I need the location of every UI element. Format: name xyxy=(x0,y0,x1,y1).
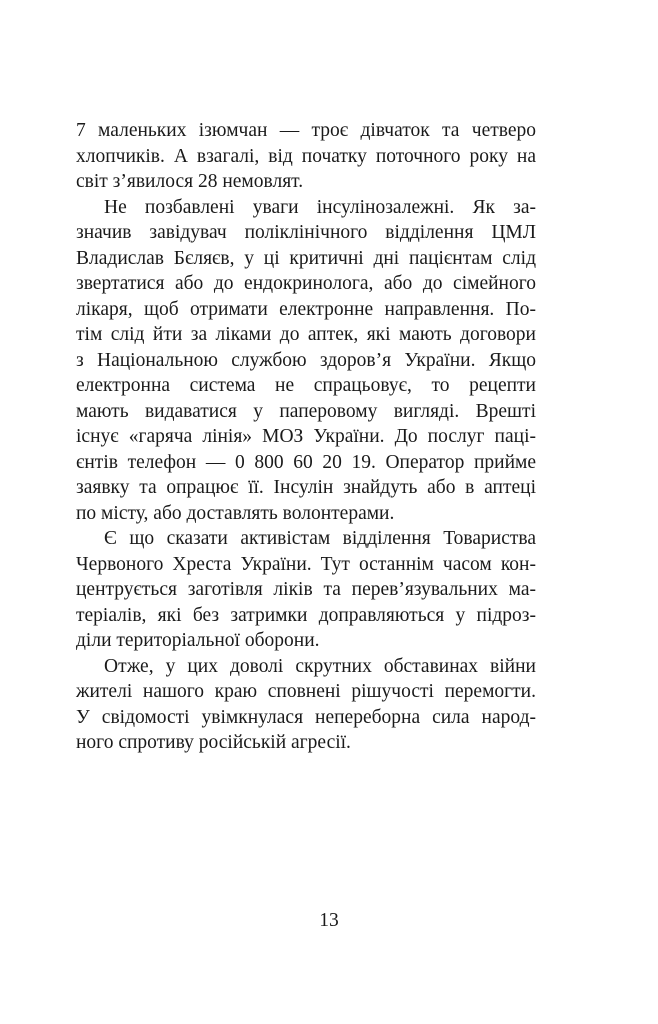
text-line: Є що сказати активістам відділення Товариства xyxy=(104,528,536,549)
text-line: У свідомості увімкнулася непереборна сила народ- xyxy=(76,706,536,728)
paragraph xyxy=(76,526,536,654)
text-line: заявку та опрацює її. Інсулін знайдуть або в аптеці xyxy=(76,477,536,498)
text-line: значив завідувач поліклінічного відділення ЦМЛ xyxy=(76,222,536,243)
text-line: Не позбавлені уваги інсулінозалежні. Як за- xyxy=(104,196,536,218)
text-line: по місту, або доставлять волонтерами. xyxy=(76,502,395,524)
text-line: жителі нашого краю сповнені рішучості перемогти. xyxy=(76,681,536,702)
text-line: діли територіальної оборони. xyxy=(76,630,320,651)
text-line: існує «гаряча лінія» МОЗ України. До послуг паці- xyxy=(76,426,536,447)
body-text xyxy=(76,118,536,756)
text-line: теріалів, які без затримки доправляються у підроз- xyxy=(76,604,536,626)
text-line: ного спротиву російській агресії. xyxy=(76,732,351,753)
text-line: єнтів телефон — 0 800 60 20 19. Оператор прийме xyxy=(76,451,536,473)
text-line: з Національною службою здоров’я України. Якщо xyxy=(76,349,536,371)
text-line: електронна система не спрацьовує, то рецепти xyxy=(76,375,536,396)
text-line: Владислав Бєляєв, у ці критичні дні пацієнтам слід xyxy=(76,247,536,269)
text-line: хлопчиків. А взагалі, від початку поточного року на xyxy=(76,145,536,167)
text-line: центрується заготівля ліків та перев’язувальних ма- xyxy=(76,579,536,600)
paragraph xyxy=(76,195,536,527)
text-line: тім слід йти за ліками до аптек, які мають договори xyxy=(76,324,536,345)
text-line: мають видаватися у паперовому вигляді. Врешті xyxy=(76,400,536,422)
text-line: Червоного Хреста України. Тут останнім часом кон- xyxy=(76,553,536,575)
paragraph xyxy=(76,118,536,195)
page-number: 13 xyxy=(319,910,339,931)
text-line: Отже, у цих доволі скрутних обставинах війни xyxy=(104,655,536,677)
text-line: звертатися або до ендокринолога, або до сімейного xyxy=(76,273,536,294)
paragraph xyxy=(76,654,536,756)
text-line: лікаря, щоб отримати електронне направлення. По- xyxy=(76,298,536,320)
text-line: 7 маленьких ізюмчан — троє дівчаток та четверо xyxy=(76,120,536,141)
text-line: світ з’явилося 28 немовлят. xyxy=(76,171,304,192)
